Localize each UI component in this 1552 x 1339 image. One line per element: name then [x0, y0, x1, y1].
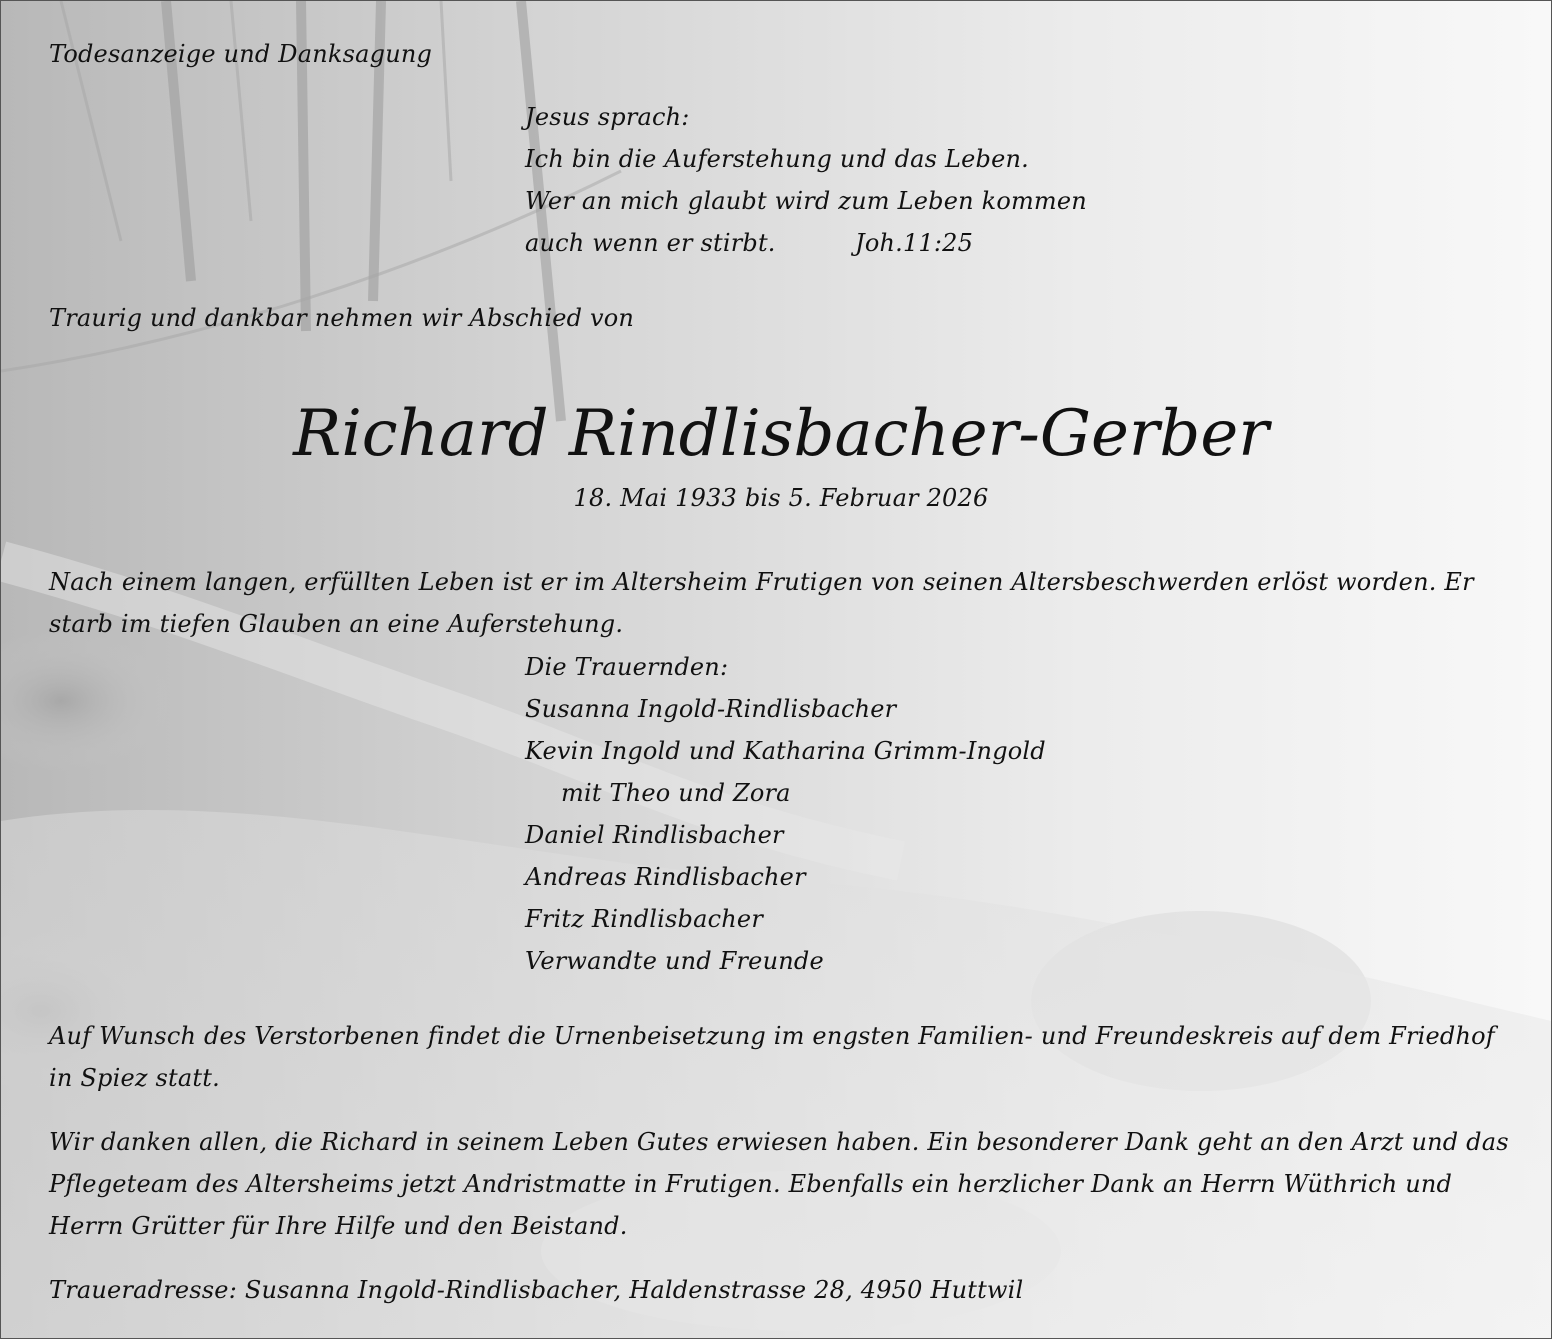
- quote-reference: Joh.11:25: [855, 229, 974, 257]
- quote-line: auch wenn er stirbt.: [525, 229, 776, 257]
- mourning-address: Traueradresse: Susanna Ingold-Rindlisbacher, Haldenstrasse 28, 4950 Huttwil: [49, 1276, 1024, 1304]
- bible-quote: [525, 96, 1087, 264]
- life-dates: 18. Mai 1933 bis 5. Februar 2026: [573, 484, 989, 512]
- quote-line: Wer an mich glaubt wird zum Leben kommen: [525, 187, 1087, 215]
- mourners-title: Die Trauernden:: [525, 653, 729, 681]
- burial-paragraph: Auf Wunsch des Verstorbenen findet die Urnenbeisetzung im engsten Familien- und Freundeskreis auf dem Friedhof in Spiez statt.: [49, 1022, 1495, 1092]
- mourner-name: Kevin Ingold und Katharina Grimm-Ingold: [525, 737, 1046, 765]
- quote-line: Jesus sprach:: [525, 103, 690, 131]
- mourner-name: Fritz Rindlisbacher: [525, 905, 763, 933]
- deceased-name: Richard Rindlisbacher-Gerber: [293, 397, 1269, 471]
- mourner-name: Susanna Ingold-Rindlisbacher: [525, 695, 897, 723]
- mourner-name: Verwandte und Freunde: [525, 947, 824, 975]
- thanks-paragraph: Wir danken allen, die Richard in seinem Leben Gutes erwiesen haben. Ein besonderer Dank geht an den Arzt und das Pflegeteam des Altersheims jetzt Andristmatte in Frutigen. Ebenfalls ein herzlicher Dank an Herrn Wüthrich und Herrn Grütter für Ihre Hilfe und den Beistand.: [49, 1128, 1509, 1240]
- mourners-list: [525, 646, 1046, 982]
- life-paragraph: Nach einem langen, erfüllten Leben ist er im Altersheim Frutigen von seinen Altersbeschwerden erlöst worden. Er starb im tiefen Glauben an eine Auferstehung.: [49, 568, 1474, 638]
- mourner-name: mit Theo und Zora: [561, 779, 791, 807]
- mourner-name: Andreas Rindlisbacher: [525, 863, 806, 891]
- quote-line: Ich bin die Auferstehung und das Leben.: [525, 145, 1029, 173]
- notice-heading: Todesanzeige und Danksagung: [49, 40, 433, 68]
- mourner-name: Daniel Rindlisbacher: [525, 821, 784, 849]
- farewell-intro: Traurig und dankbar nehmen wir Abschied von: [49, 304, 635, 332]
